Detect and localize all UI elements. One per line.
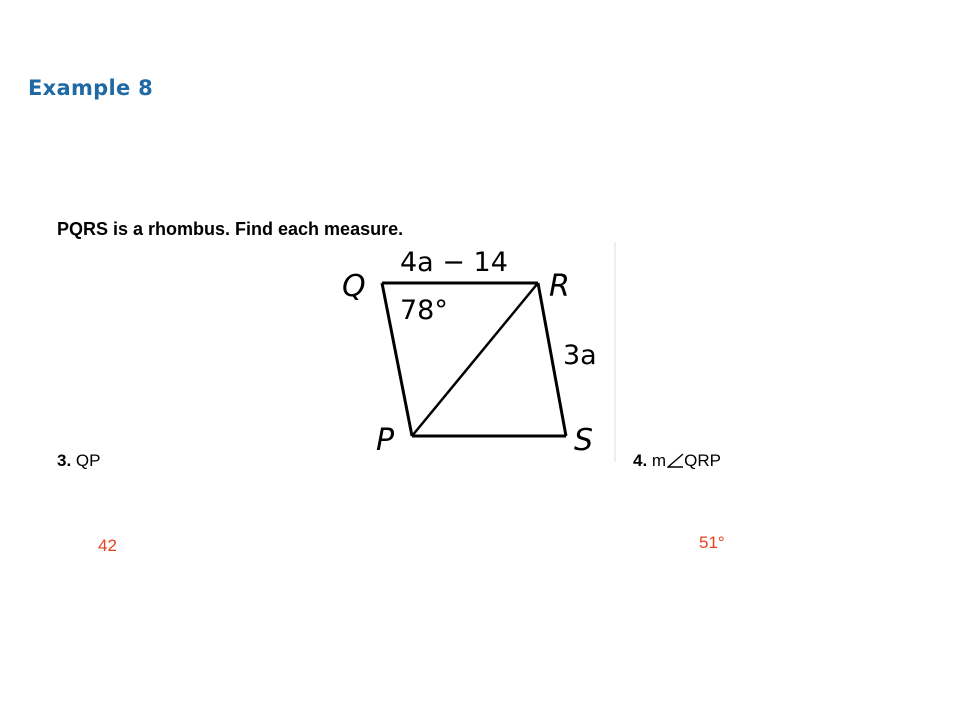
- vertex-s-label: S: [574, 423, 594, 458]
- question-4-number: 4.: [633, 451, 648, 470]
- vertex-r-label: R: [549, 269, 570, 304]
- question-3-text: QP: [75, 451, 101, 470]
- rhombus-figure: [330, 240, 620, 465]
- question-3: [57, 451, 100, 471]
- vertex-q-label: Q: [342, 269, 366, 304]
- question-3-number: 3.: [57, 451, 72, 470]
- question-4: [633, 451, 721, 471]
- question-4-text: QRP: [684, 451, 721, 470]
- side-rs-length-label: 3a: [563, 340, 597, 371]
- angle-q-label: 78°: [400, 295, 448, 326]
- question-4-prefix: m: [651, 451, 667, 470]
- example-title: Example 8: [28, 76, 154, 100]
- side-rs: [538, 283, 566, 436]
- vertex-p-label: P: [376, 423, 395, 458]
- side-qr-length-label: 4a − 14: [400, 247, 508, 278]
- problem-prompt: PQRS is a rhombus. Find each measure.: [57, 219, 404, 239]
- angle-symbol-icon: [667, 452, 684, 468]
- answer-4: 51°: [699, 533, 725, 552]
- rhombus-diagram: [330, 240, 620, 465]
- answer-3: 42: [98, 536, 117, 555]
